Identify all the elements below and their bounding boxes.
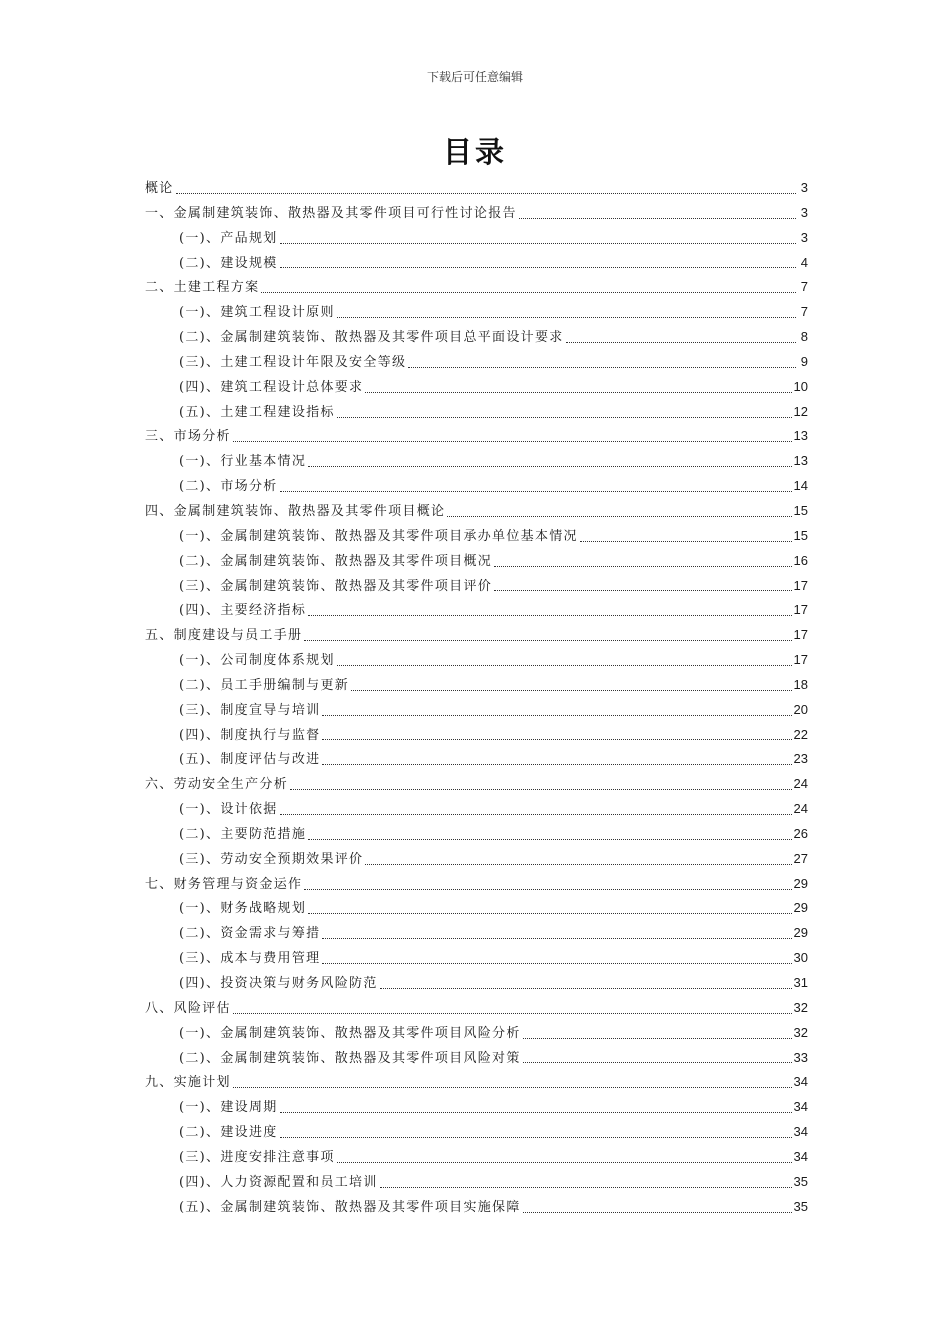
toc-entry-page-number: 12 [793,403,808,419]
toc-entry-page-number: 9 [800,353,808,369]
toc-entry-label: (三)、土建工程设计年限及安全等级 [179,354,407,370]
toc-entry-page-number: 29 [793,900,808,916]
toc-dot-leader [322,962,791,964]
toc-entry[interactable] [145,946,808,971]
toc-entry[interactable] [145,1070,808,1095]
toc-entry[interactable] [145,723,808,748]
toc-dot-leader [337,1161,792,1163]
toc-entry-label: (四)、投资决策与财务风险防范 [179,976,378,991]
header-note: 下载后可任意编辑 [426,70,523,84]
toc-dot-leader [322,738,791,740]
toc-entry-page-number: 35 [793,1198,808,1214]
toc-entry-label: (二)、资金需求与筹措 [179,926,321,942]
toc-entry[interactable] [145,375,808,400]
toc-entry-page-number: 17 [793,627,808,643]
toc-dot-leader [408,366,796,368]
toc-entry-page-number: 20 [793,701,808,717]
toc-entry[interactable] [145,251,808,276]
toc-entry[interactable] [145,847,808,872]
toc-dot-leader [308,614,791,616]
toc-dot-leader [304,639,791,641]
toc-dot-leader [380,1186,792,1188]
toc-entry-label: (一)、设计依据 [179,802,278,818]
toc-dot-leader [337,316,796,318]
toc-dot-leader [308,912,791,914]
toc-dot-leader [380,987,792,989]
toc-entry-page-number: 13 [793,453,808,469]
toc-entry-label: 四、金属制建筑装饰、散热器及其零件项目概论 [145,503,446,519]
toc-entry-page-number: 22 [793,726,808,742]
toc-entry[interactable] [145,1095,808,1120]
toc-entry-label: 五、制度建设与员工手册 [145,628,303,644]
toc-entry[interactable] [145,872,808,897]
toc-dot-leader [566,341,796,343]
toc-entry-page-number: 34 [793,1148,808,1164]
toc-entry[interactable] [145,499,808,524]
toc-dot-leader [337,664,792,666]
toc-entry-page-number: 24 [793,801,808,817]
toc-dot-leader [233,440,792,442]
toc-entry-page-number: 17 [793,577,808,593]
toc-entry-page-number: 31 [793,975,808,990]
toc-entry-label: (二)、金属制建筑装饰、散热器及其零件项目概况 [179,553,493,569]
toc-dot-leader [308,465,791,467]
toc-dot-leader [351,689,791,691]
toc-entry[interactable] [145,971,808,996]
toc-entry[interactable] [145,300,808,325]
toc-entry-page-number: 3 [800,204,808,220]
toc-entry-label: (二)、市场分析 [179,479,278,495]
toc-entry[interactable] [145,201,808,226]
toc-entry-page-number: 29 [793,875,808,891]
toc-entry[interactable] [145,1021,808,1046]
toc-entry[interactable] [145,598,808,623]
toc-dot-leader [580,540,792,542]
toc-entry[interactable] [145,1120,808,1145]
toc-entry-label: (五)、制度评估与改进 [179,752,321,768]
toc-entry-page-number: 14 [793,478,808,494]
toc-entry-label: (二)、金属制建筑装饰、散热器及其零件项目风险对策 [179,1050,521,1066]
toc-entry-page-number: 8 [800,329,808,345]
toc-entry[interactable] [145,176,808,201]
toc-entry[interactable] [145,648,808,673]
toc-entry-page-number: 34 [793,1074,808,1090]
toc-entry-page-number: 29 [793,925,808,941]
toc-entry-label: 三、市场分析 [145,429,231,445]
toc-entry-label: (一)、金属制建筑装饰、散热器及其零件项目承办单位基本情况 [179,528,578,544]
toc-entry-label: (一)、行业基本情况 [179,454,307,470]
toc-dot-leader [280,266,796,268]
toc-entry[interactable] [145,698,808,723]
toc-entry-label: 概论 [145,181,174,196]
toc-entry[interactable] [145,549,808,574]
toc-entry-page-number: 35 [793,1173,808,1189]
toc-entry-label: (一)、建设周期 [179,1100,278,1116]
toc-dot-leader [447,515,791,517]
toc-dot-leader [365,863,791,865]
toc-entry-label: 九、实施计划 [145,1075,231,1091]
toc-entry-page-number: 32 [793,1024,808,1040]
toc-title: 目录 [442,135,507,169]
toc-entry-page-number: 15 [793,502,808,518]
toc-entry[interactable] [145,474,808,499]
toc-dot-leader [494,565,791,567]
toc-entry-label: 七、财务管理与资金运作 [145,876,303,892]
toc-entry[interactable] [145,1145,808,1170]
toc-entry-label: (二)、主要防范措施 [179,826,307,842]
toc-entry-page-number: 13 [793,428,808,444]
toc-entry-label: (四)、制度执行与监督 [179,727,321,743]
toc-entry-label: (五)、土建工程建设指标 [179,404,335,420]
toc-entry[interactable] [145,226,808,251]
toc-entry[interactable] [145,673,808,698]
toc-entry[interactable] [145,1195,808,1220]
toc-entry-label: 二、土建工程方案 [145,280,260,296]
toc-dot-leader [233,1012,792,1014]
toc-entry[interactable] [145,574,808,599]
toc-dot-leader [280,242,796,244]
toc-entry[interactable] [145,449,808,474]
toc-entry[interactable] [145,350,808,375]
toc-entry-label: (三)、进度安排注意事项 [179,1149,335,1165]
toc-dot-leader [176,192,796,194]
toc-entry-page-number: 4 [800,254,808,270]
toc-entry-label: 一、金属制建筑装饰、散热器及其零件项目可行性讨论报告 [145,205,517,221]
toc-entry-page-number: 17 [793,652,808,668]
toc-entry-label: (三)、成本与费用管理 [179,951,321,967]
toc-dot-leader [523,1211,792,1213]
toc-dot-leader [280,813,792,815]
toc-entry-label: 六、劳动安全生产分析 [145,777,289,793]
toc-dot-leader [523,1037,792,1039]
toc-entry[interactable] [145,996,808,1021]
toc-entry-page-number: 18 [793,676,808,692]
toc-entry-label: (四)、主要经济指标 [179,603,307,619]
toc-dot-leader [322,937,791,939]
toc-entry[interactable] [145,772,808,797]
toc-entry[interactable] [145,797,808,822]
toc-entry[interactable] [145,424,808,449]
toc-dot-leader [233,1086,792,1088]
toc-entry-label: (四)、人力资源配置和员工培训 [179,1174,378,1190]
toc-entry-label: (二)、建设进度 [179,1125,278,1141]
toc-entry[interactable] [145,325,808,350]
toc-entry[interactable] [145,400,808,425]
toc-entry[interactable] [145,524,808,549]
toc-entry-label: (四)、建筑工程设计总体要求 [179,379,364,395]
toc-entry-label: (一)、金属制建筑装饰、散热器及其零件项目风险分析 [179,1025,521,1041]
toc-entry-page-number: 32 [793,999,808,1015]
toc-entry[interactable] [145,822,808,847]
toc-entry-page-number: 10 [793,378,808,394]
toc-entry[interactable] [145,275,808,300]
toc-entry[interactable] [145,1046,808,1071]
toc-entry-page-number: 16 [793,552,808,568]
toc-dot-leader [280,1111,792,1113]
toc-dot-leader [365,391,791,393]
toc-dot-leader [308,838,791,840]
toc-entry-page-number: 3 [800,229,808,245]
toc-dot-leader [337,416,792,418]
toc-dot-leader [519,217,796,219]
toc-entry[interactable] [145,896,808,921]
toc-entry[interactable] [145,747,808,772]
toc-entry-page-number: 24 [793,776,808,792]
toc-entry-page-number: 33 [793,1049,808,1065]
toc-entry-label: (一)、建筑工程设计原则 [179,305,335,321]
toc-entry-label: (三)、制度宣导与培训 [179,702,321,718]
toc-dot-leader [523,1061,792,1063]
toc-entry-label: 八、风险评估 [145,1000,231,1016]
toc-entry-label: (二)、员工手册编制与更新 [179,677,350,693]
toc-dot-leader [280,490,792,492]
toc-entry-page-number: 34 [793,1099,808,1115]
toc-dot-leader [280,1136,792,1138]
toc-entry-page-number: 7 [800,304,808,320]
toc-entry-label: (二)、建设规模 [179,255,278,271]
toc-entry-label: (一)、产品规划 [179,230,278,246]
toc-dot-leader [322,763,791,765]
toc-entry-label: (一)、公司制度体系规划 [179,653,335,669]
toc-entry-page-number: 27 [793,850,808,866]
toc-entry-page-number: 34 [793,1124,808,1140]
toc-entry-page-number: 26 [793,825,808,841]
toc-entry-label: (三)、金属制建筑装饰、散热器及其零件项目评价 [179,578,493,594]
toc-entry-label: (二)、金属制建筑装饰、散热器及其零件项目总平面设计要求 [179,330,564,346]
toc-dot-leader [290,788,792,790]
toc-entry-page-number: 23 [793,751,808,767]
toc-entry-page-number: 17 [793,602,808,618]
toc-entry-page-number: 15 [793,527,808,543]
toc-entry-label: (三)、劳动安全预期效果评价 [179,851,364,867]
toc-dot-leader [261,291,796,293]
toc-entry-label: (一)、财务战略规划 [179,901,307,917]
toc-dot-leader [322,714,791,716]
toc-entry[interactable] [145,921,808,946]
toc-entry[interactable] [145,623,808,648]
toc-entry-label: (五)、金属制建筑装饰、散热器及其零件项目实施保障 [179,1199,521,1215]
toc-dot-leader [494,589,791,591]
toc-entry[interactable] [145,1170,808,1195]
toc-entry-page-number: 3 [800,180,808,195]
table-of-contents [145,176,808,1219]
toc-dot-leader [304,888,791,890]
toc-entry-page-number: 7 [800,279,808,295]
toc-entry-page-number: 30 [793,950,808,966]
